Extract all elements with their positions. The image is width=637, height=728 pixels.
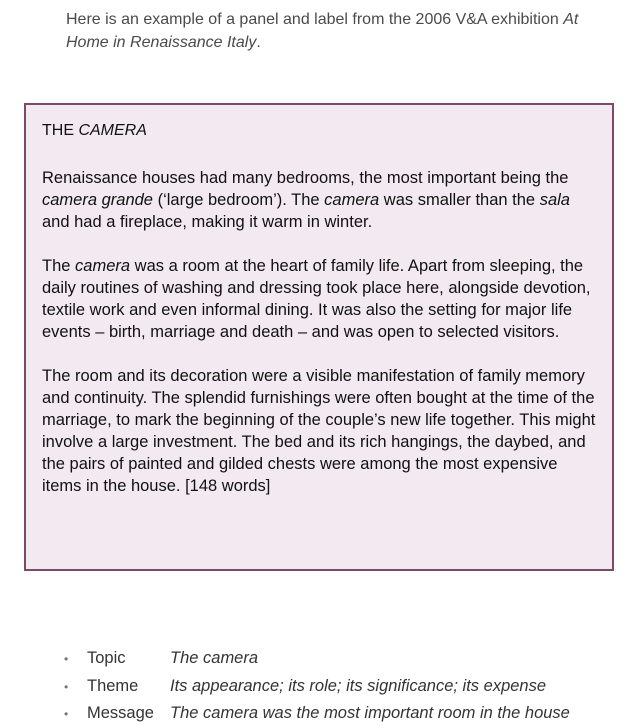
p1-text-e: was smaller than the [379, 191, 540, 209]
topic-value: The camera [170, 649, 259, 667]
bullet-marker: • [64, 679, 69, 694]
panel-title [42, 120, 596, 142]
message-label: Message [87, 704, 154, 722]
list-item-topic [64, 645, 570, 673]
p2-term-camera: camera [75, 257, 131, 275]
list-item-message [64, 700, 570, 728]
panel-paragraph-1 [42, 167, 596, 233]
message-value: The camera was the most important room in the house [170, 704, 570, 722]
panel-title-prefix: THE [42, 122, 79, 139]
p1-term-camera-grande: camera grande [42, 191, 153, 209]
topic-label: Topic [87, 649, 126, 667]
bullet-marker: • [64, 652, 69, 666]
p1-text-g: and had a fireplace, making it warm in winter. [42, 213, 373, 231]
theme-label: Theme [87, 676, 139, 695]
label-summary-list [64, 645, 570, 728]
theme-value: Its appearance; its role; its significance; its expense [170, 676, 547, 695]
list-item-theme [64, 673, 570, 701]
bullet-marker: • [64, 707, 69, 721]
p1-text-c: (‘large bedroom’). The [152, 191, 325, 209]
p2-text-a: The [42, 257, 76, 275]
panel-paragraph-2 [42, 255, 596, 343]
panel-paragraph-3: The room and its decoration were a visible manifestation of family memory and continuity. The splendid furnishings were often bought at the time of the marriage, to mark the beginning of the couple’s new life together. This might involve a large investment. The bed and its rich hangings, the daybed, and the pairs of painted and gilded chests were among the most expensive items in the house. [148 words] [42, 367, 596, 495]
p1-term-camera: camera [324, 191, 380, 209]
p1-term-sala: sala [539, 191, 570, 209]
intro-text [66, 8, 606, 54]
panel-title-italic: CAMERA [78, 122, 147, 139]
exhibition-title: At Home in Renaissance Italy [66, 11, 579, 51]
intro-text-end: . [256, 34, 261, 51]
p1-text-a: Renaissance houses had many bedrooms, the most important being the [42, 169, 569, 187]
p2-text-c: was a room at the heart of family life. Apart from sleeping, the daily routines of washing and dressing took place here, alongside devotion, textile work and even informal dining. It was also the setting for major life events – birth, marriage and death – and was open to selected visitors. [42, 257, 591, 341]
intro-text-start: Here is an example of a panel and label from the 2006 V&A exhibition [66, 11, 564, 28]
exhibition-panel [24, 103, 614, 571]
